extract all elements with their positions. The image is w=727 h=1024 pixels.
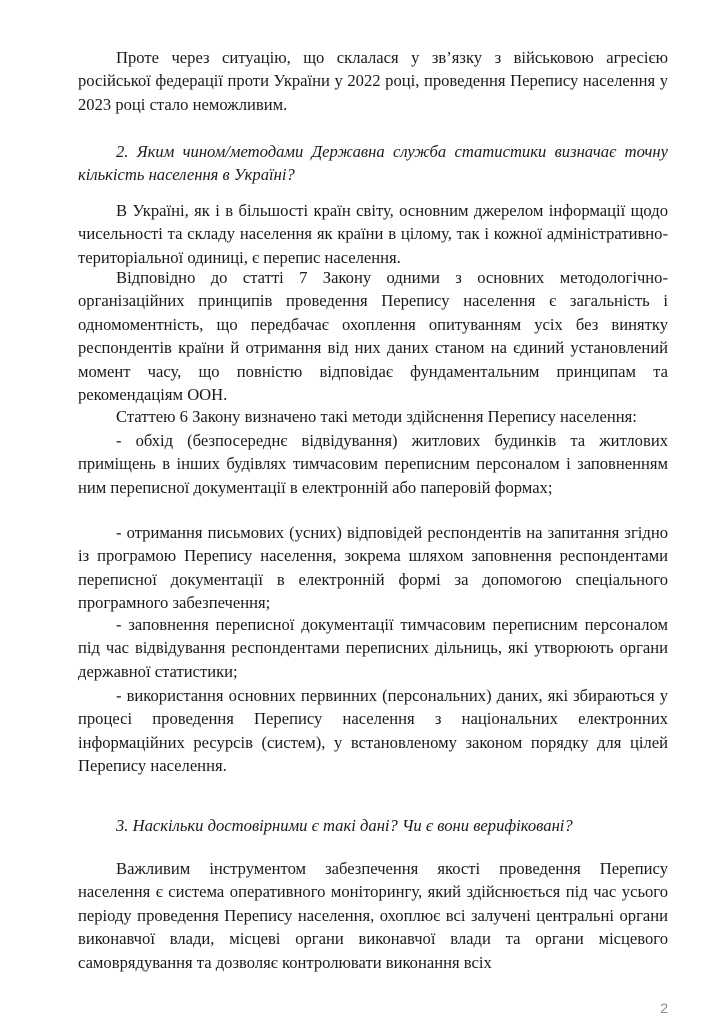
answer-2-paragraph-3: Статтею 6 Закону визначено такі методи здійснення Перепису населення: bbox=[116, 407, 637, 426]
method-list-item: - отримання письмових (усних) відповідей респондентів на запитання згідно із програмою Перепису населення, зокрема шляхом заповнення респондентами переписної документації в електронній формі за допомогою спеціального програмного забезпечення; bbox=[78, 523, 668, 613]
method-list-item: - обхід (безпосереднє відвідування) житлових будинків та житлових приміщень в інших будівлях тимчасовим переписним персоналом і заповненням ним переписної документації в електронній або паперовій формах; bbox=[78, 431, 668, 497]
question-2-heading: 2. Яким чином/методами Державна служба статистики визначає точну кількість населення в Україні? bbox=[78, 142, 668, 185]
question-3-heading: 3. Наскільки достовірними є такі дані? Чи є вони верифіковані? bbox=[116, 816, 573, 835]
answer-2-paragraph-2: Відповідно до статті 7 Закону одними з основних методологічно-організаційних принципів проведення Перепису населення є загальність і одномоментність, що передбачає охоплення опитуванням усіх без винятку респондентів країни й отримання від них даних станом на єдиний установлений момент часу, що повністю відповідає фундаментальним принципам та рекомендаціям ООН. bbox=[78, 268, 668, 405]
method-list-item: - використання основних первинних (персональних) даних, які збираються у процесі проведення Перепису населення з національних електронних інформаційних ресурсів (систем), у встановленому законом порядку для цілей Перепису населення. bbox=[78, 686, 668, 776]
page-number: 2 bbox=[660, 1000, 668, 1016]
method-list-item: - заповнення переписної документації тимчасовим переписним персоналом під час відвідування респондентами переписних дільниць, які утворюють органи державної статистики; bbox=[78, 615, 668, 681]
document-page bbox=[78, 0, 668, 1024]
answer-3-paragraph: Важливим інструментом забезпечення якості проведення Перепису населення є система оперативного моніторингу, який здійснюється під час усього періоду проведення Перепису населення, охоплює всі залучені центральні органи виконавчої влади, місцеві органи виконавчої влади та органи місцевого самоврядування та дозволяє контролювати виконання всіх bbox=[78, 859, 668, 972]
answer-2-paragraph-1: В Україні, як і в більшості країн світу, основним джерелом інформації щодо чисельності та складу населення як країни в цілому, так і кожної адміністративно-територіальної одиниці, є перепис населення. bbox=[78, 201, 668, 267]
intro-paragraph: Проте через ситуацію, що склалася у зв’язку з військовою агресією російської федерації проти України у 2022 році, проведення Перепису населення у 2023 році стало неможливим. bbox=[78, 48, 668, 114]
